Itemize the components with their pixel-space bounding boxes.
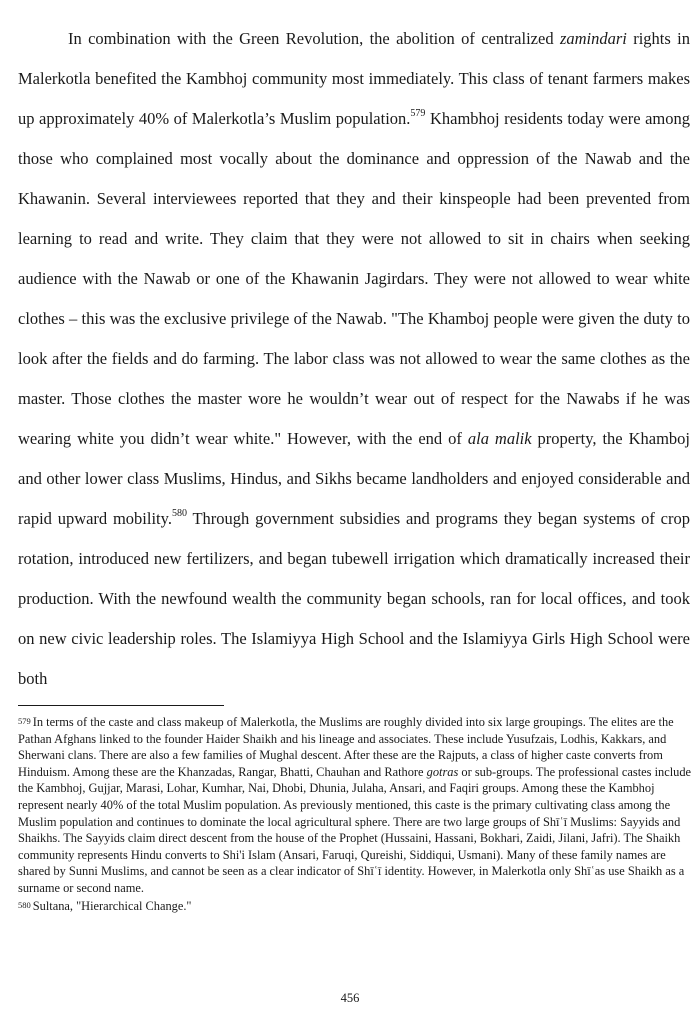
footnote-reference[interactable]: 580 [171,508,187,519]
body-text-segment: Through government subsidies and programs they began systems of crop rotation, introduced new fertilizers, and began tubewell irrigation which dramatically increased their production. With the newfound wealth the community began schools, ran for local offices, and took on new civic leadership roles. The Islamiyya High School and the Islamiyya Girls High School were both [18,509,690,688]
footnote-italic-term: gotras [426,764,459,779]
body-text-segment: In combination with the Green Revolution, the abolition of centralized [68,29,560,48]
footnote-text: In terms of the caste and class makeup of Malerkotla, the Muslims are roughly divided into six large groupings. The elites are the Pathan Afghans linked to the founder Haider Shaikh and his lineage and associates. These include Yusufzais, Lodhis, Kakkars, and Sherwani clans. There are also a few families of Mughal descent. After these are the Rajputs, a class of higher caste converts from Hinduism. Among these are the Khanzadas, Rangar, Bhatti, Chauhan and Rathore [18,715,674,779]
footnote-number: 579 [18,716,31,726]
footnote [18,713,692,897]
footnote-number: 580 [18,899,31,910]
body-text-segment: rights in Malerkotla benefited the Kambhoj community most immediately. This class of tenant farmers makes up approximately 40% of Malerkotla’s Muslim population. [18,29,690,128]
body-text-segment: Khambhoj residents today were among those who complained most vocally about the dominance and oppression of the Nawab and the Khawanin. Several interviewees reported that they and their kinspeople had been prevented from learning to read and write. They claim that they were not allowed to sit in chairs when seeking audience with the Nawab or one of the Khawanin Jagirdars. They were not allowed to wear white clothes – this was the exclusive privilege of the Nawab. "The Khamboj people were given the duty to look after the fields and do farming. The labor class was not allowed to wear the same clothes as the master. Those clothes the master wore he wouldn’t wear out of respect for the Nawabs if he was wearing white you didn’t wear white." However, with the end of [18,109,691,448]
footnote [18,897,692,915]
italic-term: ala malik [467,429,532,448]
italic-term: zamindari [559,29,627,48]
page-number: 456 [340,991,360,1005]
footnote-text: or sub-groups. The professional castes include the Kambhoj, Gujjar, Marasi, Lohar, Kumhar, Nai, Dhobi, Dhunia, Julaha, Ansari, and Faqiri groups. Among these the Kambhoj represent nearly 40% of the total Muslim population. As previously mentioned, this caste is the primary cultivating class among the Muslim population and continues to dominate the local agricultural sphere. There are two large groups of Shīʿī Muslims: Sayyids and Shaikhs. The Sayyids claim direct descent from the house of the Prophet (Hussaini, Hassani, Bokhari, Zaidi, Jilani, Jafri). The Shaikh community represents Hindu converts to Shi'i Islam (Ansari, Faruqi, Qureishi, Siddiqui, Usmani). Many of these family names are shared by Sunni Muslims, and cannot be seen as a clear indicator of Shīʿī identity. However, in Malerkotla only Shīʿas use Shaikh as a surname or second name. [18,764,692,895]
footnotes [18,713,692,914]
main-paragraph [18,19,690,699]
body-text-segment: property, the Khamboj and other lower class Muslims, Hindus, and Sikhs became landholders and enjoyed considerable and rapid upward mobility. [18,429,690,528]
footnote-text: Sultana, "Hierarchical Change." [32,898,192,913]
footnote-reference[interactable]: 579 [410,108,426,119]
footnote-separator [18,705,224,706]
